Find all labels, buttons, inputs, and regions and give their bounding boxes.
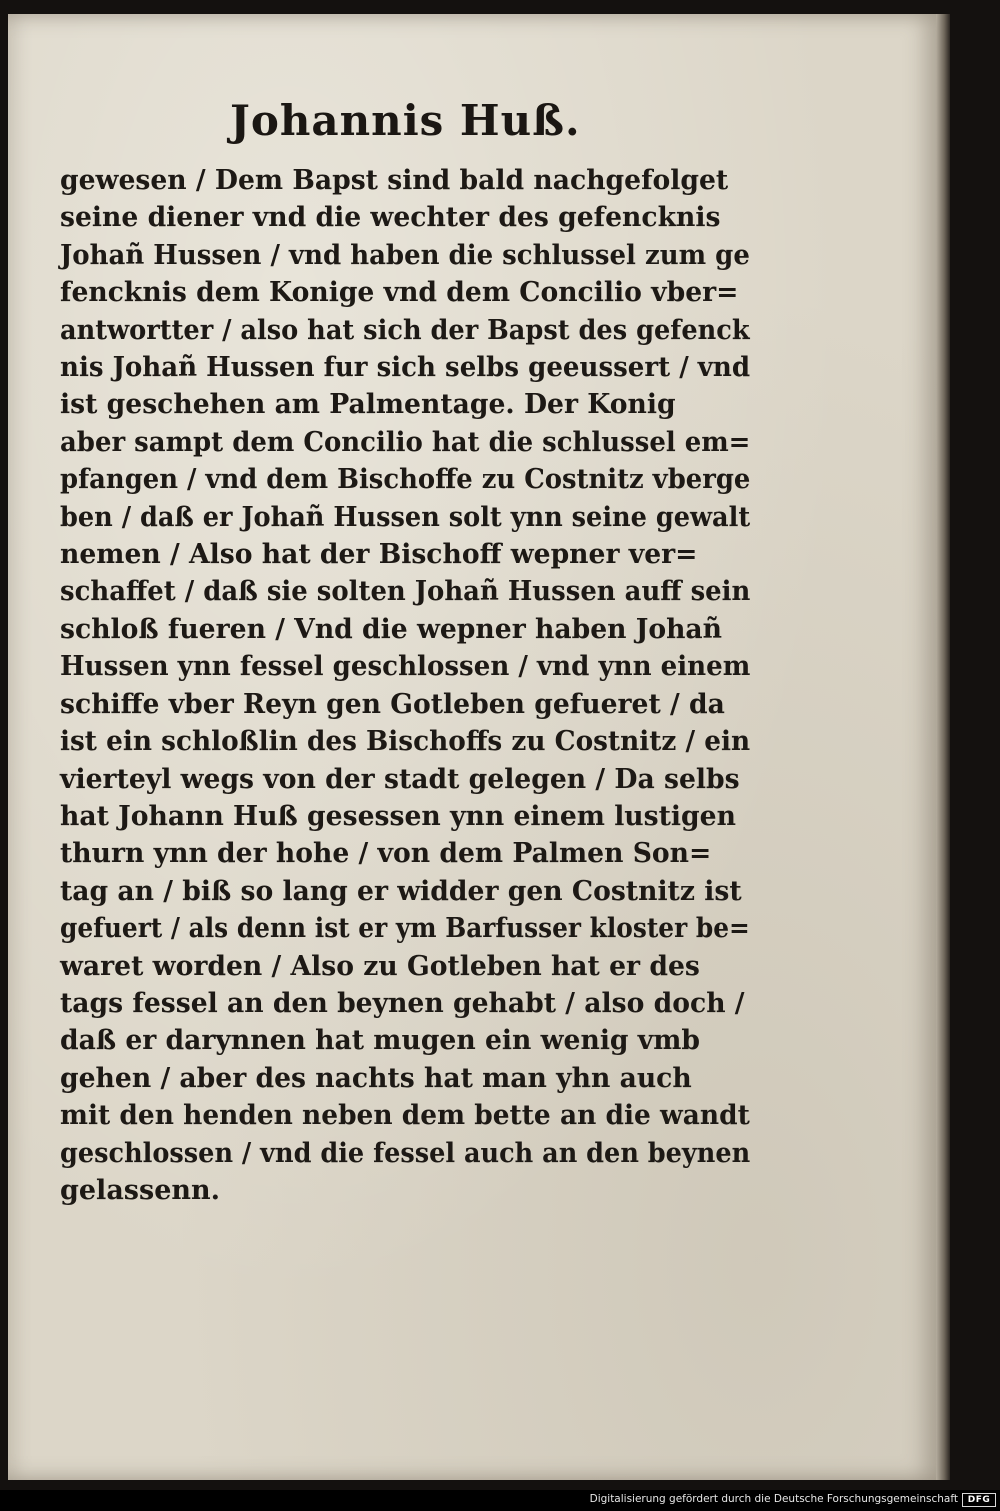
text-line: nemen / Also hat der Bischoff wepner ver= <box>60 539 698 571</box>
text-line: ist ein schloßlin des Bischoffs zu Costnitz / ein <box>60 726 751 758</box>
text-line: hat Johann Huß gesessen ynn einem lustigen <box>60 800 736 832</box>
text-line: ben / daß er Johañ Hussen solt ynn seine gewalt <box>60 501 751 533</box>
text-line: gewesen / Dem Bapst sind bald nachgefolget <box>60 165 729 196</box>
text-line: thurn ynn der hohe / von dem Palmen Son= <box>60 838 712 870</box>
body-text <box>60 162 760 1209</box>
footer-bar <box>0 1490 1000 1511</box>
text-line: mit den henden neben dem bette an die wandt <box>60 1100 750 1132</box>
book-page <box>8 14 944 1480</box>
text-line: Hussen ynn fessel geschlossen / vnd ynn einem <box>60 651 751 683</box>
text-line: schiffe vber Reyn gen Gotleben gefueret / da <box>60 688 725 720</box>
text-line: pfangen / vnd dem Bischoffe zu Costnitz vberge <box>60 464 751 496</box>
text-line: nis Johañ Hussen fur sich selbs geeussert / vnd <box>60 352 751 384</box>
dfg-logo: DFG <box>962 1493 996 1507</box>
text-line: seine diener vnd die wechter des gefencknis <box>60 202 721 234</box>
text-line: tag an / biß so lang er widder gen Costnitz ist <box>60 875 742 907</box>
text-line: aber sampt dem Concilio hat die schlussel em= <box>60 426 751 458</box>
text-line: gelassenn. <box>60 1174 221 1206</box>
text-line: schloß fueren / Vnd die wepner haben Johañ <box>60 613 723 645</box>
page-edge <box>936 14 950 1480</box>
text-line: gehen / aber des nachts hat man yhn auch <box>60 1062 692 1094</box>
text-line: daß er darynnen hat mugen ein wenig vmb <box>60 1025 701 1057</box>
text-line: ist geschehen am Palmentage. Der Konig <box>60 389 676 421</box>
text-line: vierteyl wegs von der stadt gelegen / Da selbs <box>60 763 740 795</box>
text-line: geschlossen / vnd die fessel auch an den beynen <box>60 1137 751 1169</box>
text-line: schaffet / daß sie solten Johañ Hussen auff sein <box>60 576 751 608</box>
text-line: gefuert / als denn ist er ym Barfusser kloster be= <box>60 913 750 945</box>
text-line: waret worden / Also zu Gotleben hat er des <box>60 950 700 982</box>
text-line: antwortter / also hat sich der Bapst des gefenck <box>60 314 750 346</box>
text-line: fencknis dem Konige vnd dem Concilio vber= <box>60 277 739 309</box>
funding-credit: Digitalisierung gefördert durch die Deutsche Forschungsgemeinschaft <box>589 1493 958 1505</box>
text-line: tags fessel an den beynen gehabt / also doch / <box>60 987 745 1019</box>
text-line: Johañ Hussen / vnd haben die schlussel zum ge <box>60 239 750 271</box>
running-head: Johannis Huß. <box>230 96 581 145</box>
